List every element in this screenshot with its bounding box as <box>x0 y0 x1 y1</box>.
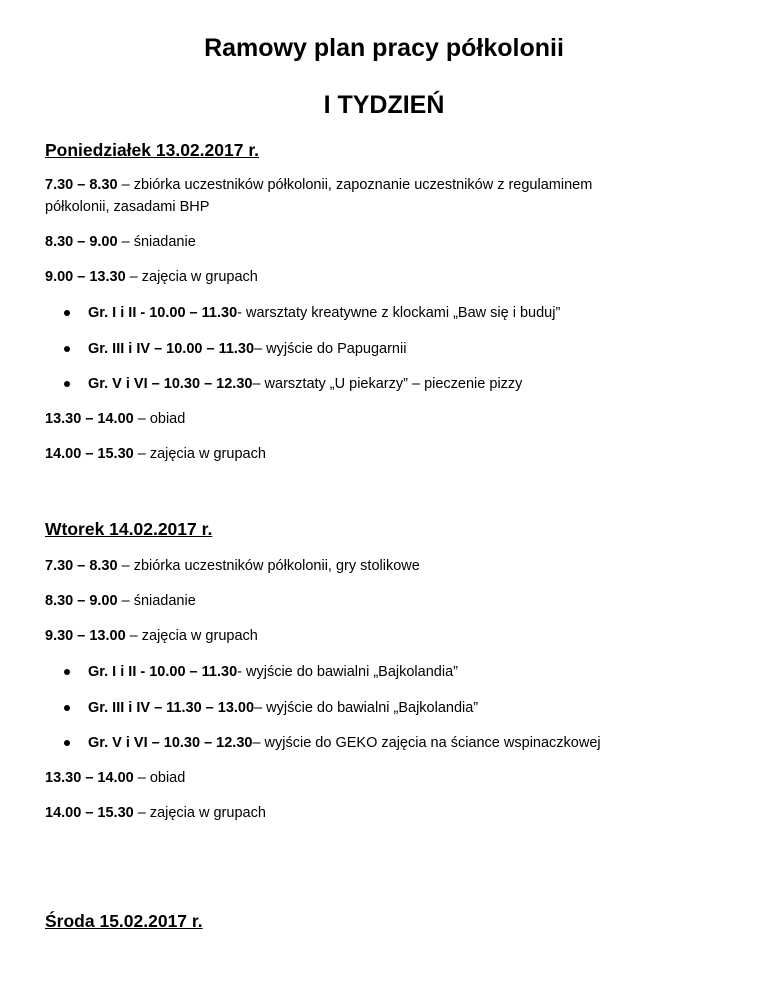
group-time: Gr. III i IV – 10.00 – 11.30 <box>88 341 255 357</box>
group-time: Gr. III i IV – 11.30 – 13.00 <box>88 700 255 716</box>
schedule-line <box>45 411 185 427</box>
activity-text: – zajęcia w grupach <box>133 805 266 821</box>
day-heading-monday: Poniedziałek 13.02.2017 r. <box>45 140 260 160</box>
schedule-line-continuation: półkolonii, zasadami BHP <box>45 199 210 215</box>
time-range: 7.30 – 8.30 <box>45 177 118 193</box>
time-range: 9.00 – 13.30 <box>45 269 126 285</box>
schedule-line <box>45 558 420 574</box>
time-range: 8.30 – 9.00 <box>45 593 118 609</box>
time-range: 13.30 – 14.00 <box>45 770 134 786</box>
schedule-line <box>45 770 185 786</box>
group-activity: – wyjście do Papugarnii <box>254 341 407 357</box>
bullet-icon <box>64 740 70 746</box>
day-heading-wednesday: Środa 15.02.2017 r. <box>45 911 203 931</box>
group-activity: – wyjście do GEKO zajęcia na ściance wspinaczkowej <box>252 735 601 751</box>
schedule-line <box>45 628 258 644</box>
group-time: Gr. I i II - 10.00 – 11.30 <box>88 664 238 680</box>
group-bullet-item <box>64 664 458 680</box>
time-range: 8.30 – 9.00 <box>45 234 118 250</box>
group-activity: - warsztaty kreatywne z klockami „Baw się i buduj” <box>237 305 561 321</box>
schedule-line <box>45 593 196 609</box>
schedule-line <box>45 234 196 250</box>
bullet-icon <box>64 705 70 711</box>
group-time: Gr. V i VI – 10.30 – 12.30 <box>88 376 253 392</box>
schedule-line <box>45 805 266 821</box>
schedule-line <box>45 446 266 462</box>
group-activity: – wyjście do bawialni „Bajkolandia” <box>254 700 479 716</box>
bullet-icon <box>64 669 70 675</box>
group-time: Gr. V i VI – 10.30 – 12.30 <box>88 735 253 751</box>
activity-text: – śniadanie <box>117 234 196 250</box>
schedule-line <box>45 177 592 193</box>
activity-text: – śniadanie <box>117 593 196 609</box>
time-range: 14.00 – 15.30 <box>45 446 134 462</box>
activity-text: – zbiórka uczestników półkolonii, zapoznanie uczestników z regulaminem <box>117 177 593 193</box>
activity-text: – zajęcia w grupach <box>125 269 258 285</box>
group-bullet-item <box>64 341 406 357</box>
group-activity: - wyjście do bawialni „Bajkolandia” <box>237 664 458 680</box>
day-heading-tuesday: Wtorek 14.02.2017 r. <box>45 519 213 539</box>
activity-text: – obiad <box>133 770 186 786</box>
group-bullet-item <box>64 376 522 392</box>
activity-text: – zajęcia w grupach <box>125 628 258 644</box>
bullet-icon <box>64 381 70 387</box>
time-range: 14.00 – 15.30 <box>45 805 134 821</box>
bullet-icon <box>64 346 70 352</box>
document-title: Ramowy plan pracy półkolonii <box>204 34 564 62</box>
group-activity: – warsztaty „U piekarzy” – pieczenie pizzy <box>252 376 523 392</box>
group-bullet-item <box>64 305 560 321</box>
group-time: Gr. I i II - 10.00 – 11.30 <box>88 305 238 321</box>
schedule-line <box>45 269 258 285</box>
group-bullet-item <box>64 700 478 716</box>
time-range: 9.30 – 13.00 <box>45 628 126 644</box>
activity-text: – obiad <box>133 411 186 427</box>
group-bullet-item <box>64 735 601 751</box>
week-title: I TYDZIEŃ <box>323 91 445 119</box>
activity-text: – zajęcia w grupach <box>133 446 266 462</box>
bullet-icon <box>64 310 70 316</box>
activity-text: – zbiórka uczestników półkolonii, gry stolikowe <box>117 558 420 574</box>
time-range: 13.30 – 14.00 <box>45 411 134 427</box>
time-range: 7.30 – 8.30 <box>45 558 118 574</box>
